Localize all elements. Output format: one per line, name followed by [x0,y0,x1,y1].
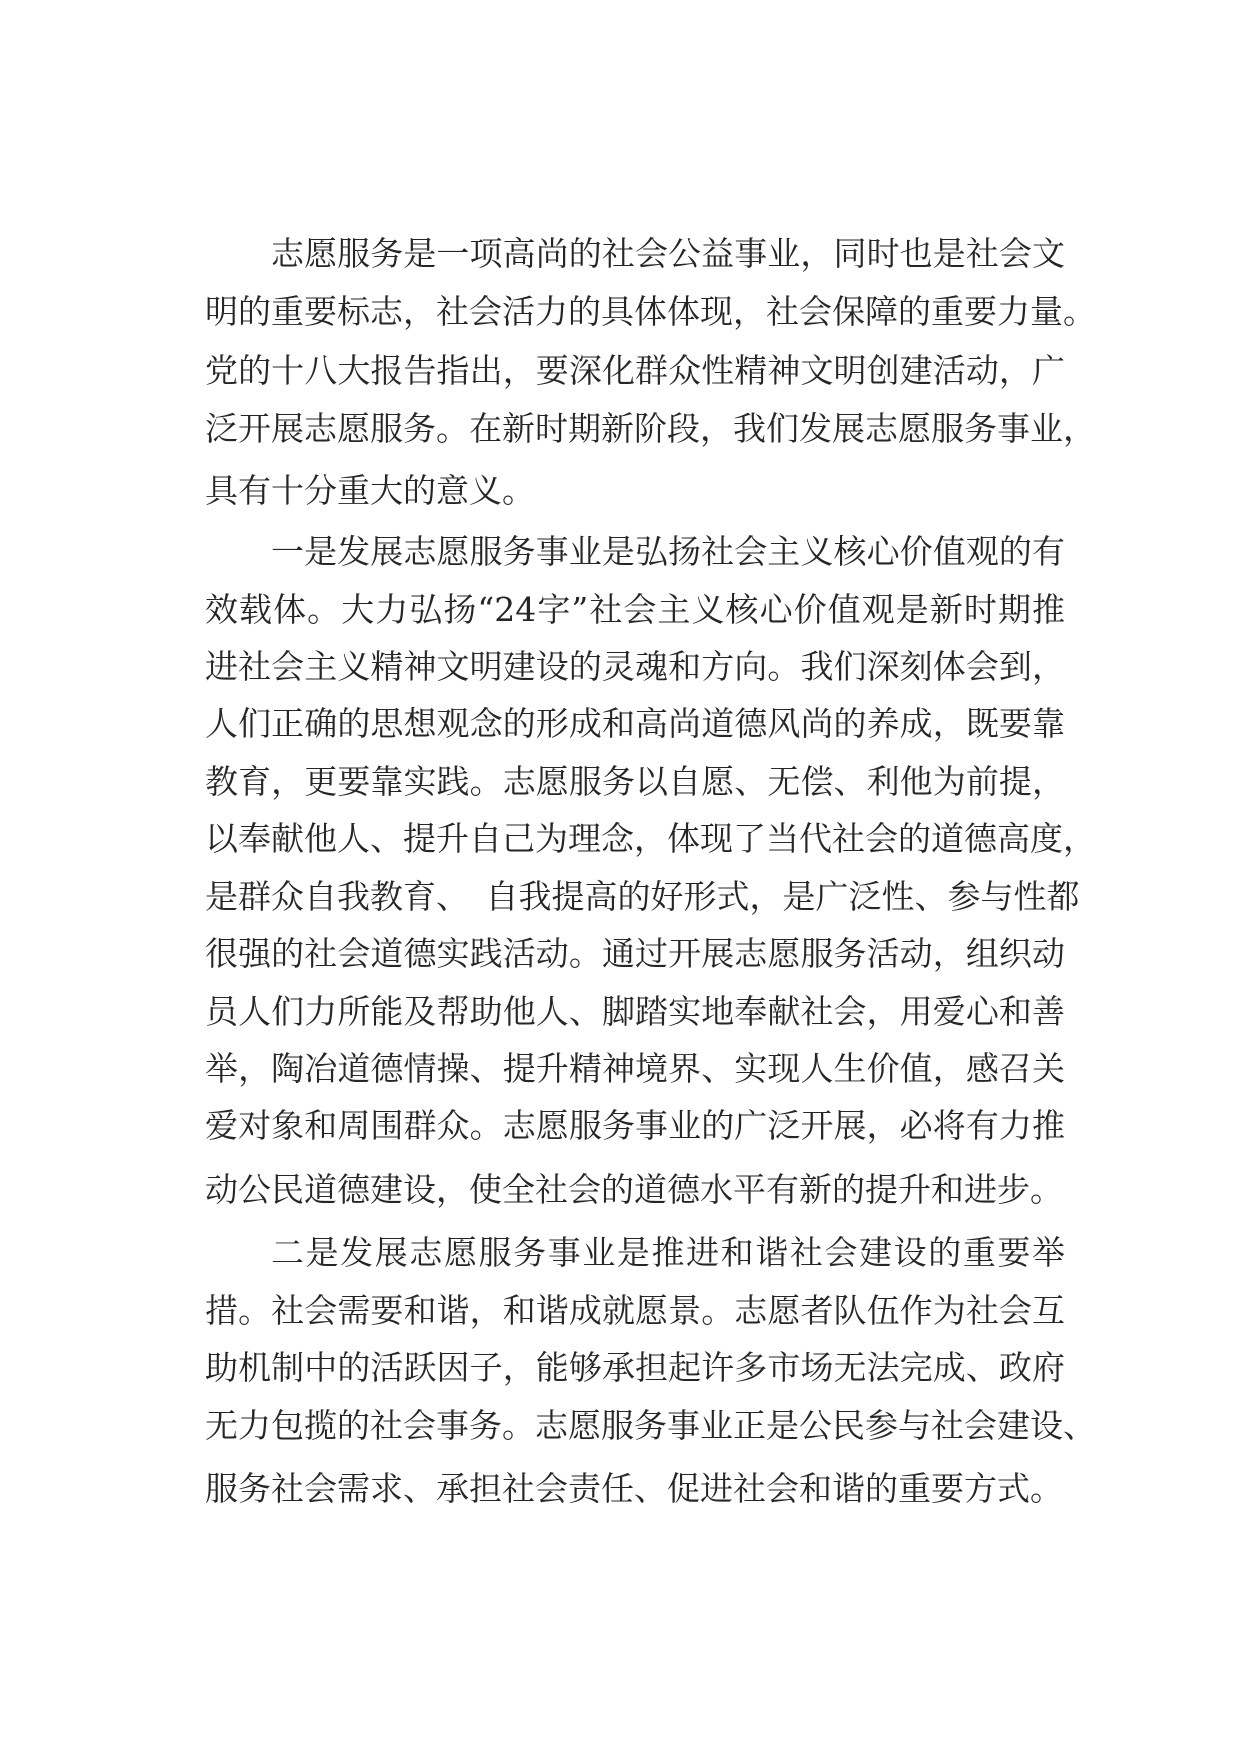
paragraph-1-line-5: 具有十分重大的意义。 [205,471,535,510]
paragraph-3-line-1: 二是发展志愿服务事业是推进和谐社会建设的重要举 [271,1233,1065,1272]
paragraph-2-line-7: 是群众自我教育、 自我提高的好形式，是广泛性、参与性都 [205,877,1080,916]
paragraph-1-line-3: 党的十八大报告指出，要深化群众性精神文明创建活动，广 [205,351,1065,390]
paragraph-2-line-3: 进社会主义精神文明建设的灵魂和方向。我们深刻体会到， [205,647,1065,686]
paragraph-2-line-4: 人们正确的思想观念的形成和高尚道德风尚的养成，既要靠 [205,704,1065,743]
paragraph-2-line-10: 举，陶冶道德情操、提升精神境界、实现人生价值，感召关 [205,1049,1065,1088]
paragraph-2-line-11: 爱对象和周围群众。志愿服务事业的广泛开展，必将有力推 [205,1106,1065,1145]
paragraph-2-line-2: 效载体。大力弘扬“24字”社会主义核心价值观是新时期推 [205,590,1065,629]
paragraph-2-line-9: 员人们力所能及帮助他人、脚踏实地奉献社会，用爱心和善 [205,992,1065,1031]
paragraph-2-line-12: 动公民道德建设，使全社会的道德水平有新的提升和进步。 [205,1170,1063,1209]
paragraph-2-line-5: 教育，更要靠实践。志愿服务以自愿、无偿、利他为前提， [205,762,1065,801]
paragraph-1-line-4: 泛开展志愿服务。在新时期新阶段，我们发展志愿服务事业， [205,409,1096,448]
paragraph-3-line-4: 无力包揽的社会事务。志愿服务事业正是公民参与社会建设、 [205,1406,1096,1445]
paragraph-1-line-2: 明的重要标志，社会活力的具体体现，社会保障的重要力量。 [205,292,1096,331]
paragraph-3-line-3: 助机制中的活跃因子，能够承担起许多市场无法完成、政府 [205,1348,1065,1387]
paragraph-2-line-8: 很强的社会道德实践活动。通过开展志愿服务活动，组织动 [205,934,1065,973]
paragraph-2-line-6: 以奉献他人、提升自己为理念，体现了当代社会的道德高度， [205,819,1096,858]
paragraph-1-line-1: 志愿服务是一项高尚的社会公益事业，同时也是社会文 [271,234,1065,273]
paragraph-3-line-2: 措。社会需要和谐，和谐成就愿景。志愿者队伍作为社会互 [205,1291,1065,1330]
paragraph-3-line-5: 服务社会需求、承担社会责任、促进社会和谐的重要方式。 [205,1469,1063,1508]
paragraph-2-line-1: 一是发展志愿服务事业是弘扬社会主义核心价值观的有 [271,532,1065,571]
